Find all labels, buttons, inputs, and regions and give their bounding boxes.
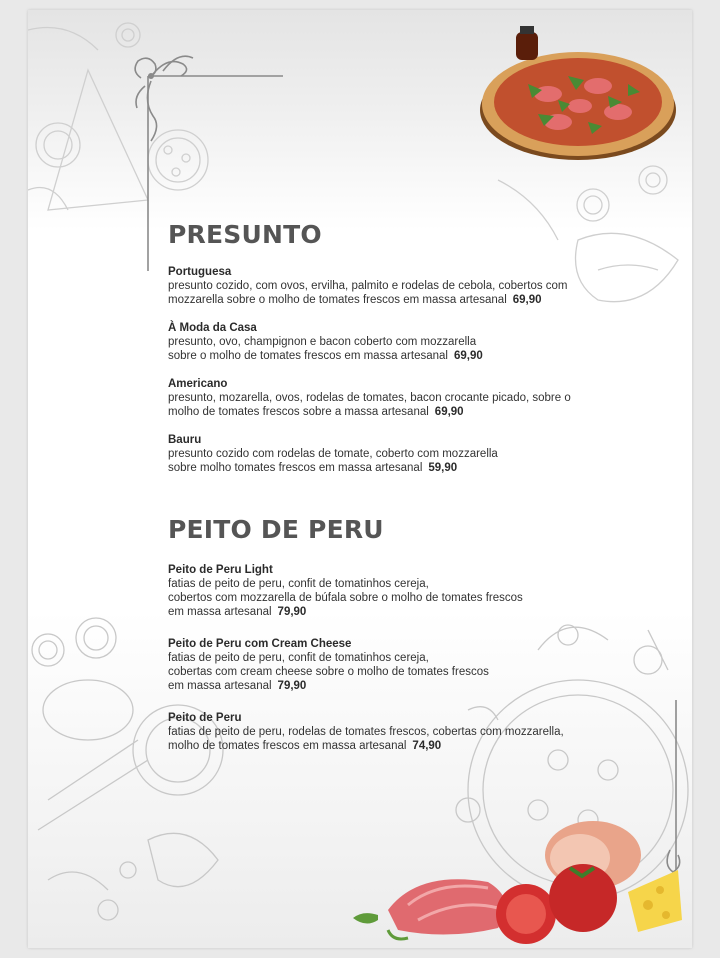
menu-item-bauru bbox=[168, 433, 608, 475]
item-description bbox=[168, 391, 608, 419]
menu-page bbox=[28, 10, 692, 948]
item-description bbox=[168, 725, 608, 753]
description-text: molho de tomates frescos em massa artesanal bbox=[168, 740, 407, 752]
menu-item-moda-da-casa bbox=[168, 321, 608, 363]
item-name: Peito de Peru com Cream Cheese bbox=[168, 638, 352, 650]
item-name: À Moda da Casa bbox=[168, 322, 257, 334]
description-line bbox=[168, 461, 608, 475]
item-price: 79,90 bbox=[277, 606, 307, 618]
item-name: Americano bbox=[168, 378, 228, 390]
description-line: cobertas com cream cheese sobre o molho de tomates frescos bbox=[168, 666, 489, 678]
description-text: em massa artesanal bbox=[168, 606, 272, 618]
description-line: presunto, mozarella, ovos, rodelas de tomates, bacon crocante picado, sobre o bbox=[168, 392, 571, 404]
ham-tomato-cheese-image bbox=[348, 810, 692, 948]
menu-item-americano bbox=[168, 377, 608, 419]
item-name: Portuguesa bbox=[168, 266, 232, 278]
description-line bbox=[168, 293, 608, 307]
description-text: molho de tomates frescos sobre a massa artesanal bbox=[168, 406, 429, 418]
item-name: Peito de Peru Light bbox=[168, 564, 273, 576]
description-line bbox=[168, 349, 608, 363]
menu-item-peito-de-peru bbox=[168, 711, 608, 753]
item-price: 69,90 bbox=[453, 350, 483, 362]
menu-item-peito-de-peru-cream-cheese bbox=[168, 637, 608, 693]
description-line: presunto cozido, com ovos, ervilha, palmito e rodelas de cebola, cobertos com bbox=[168, 280, 568, 292]
description-line bbox=[168, 679, 608, 693]
description-line bbox=[168, 405, 608, 419]
menu-item-peito-de-peru-light bbox=[168, 563, 608, 619]
item-price: 59,90 bbox=[428, 462, 458, 474]
item-description bbox=[168, 279, 608, 307]
description-line: cobertos com mozzarella de búfala sobre o molho de tomates frescos bbox=[168, 592, 523, 604]
description-line: fatias de peito de peru, confit de tomatinhos cereja, bbox=[168, 652, 429, 664]
item-name: Peito de Peru bbox=[168, 712, 242, 724]
description-line: presunto cozido com rodelas de tomate, coberto com mozzarella bbox=[168, 448, 498, 460]
item-price: 79,90 bbox=[277, 680, 307, 692]
description-text: sobre molho tomates frescos em massa artesanal bbox=[168, 462, 423, 474]
item-price: 69,90 bbox=[434, 406, 464, 418]
item-name: Bauru bbox=[168, 434, 202, 446]
section-title-presunto: PRESUNTO bbox=[168, 220, 322, 249]
description-line: presunto, ovo, champignon e bacon coberto com mozzarella bbox=[168, 336, 477, 348]
item-description bbox=[168, 651, 608, 693]
item-price: 69,90 bbox=[512, 294, 542, 306]
item-description bbox=[168, 577, 608, 619]
description-text: mozzarella sobre o molho de tomates frescos em massa artesanal bbox=[168, 294, 507, 306]
description-line bbox=[168, 605, 608, 619]
description-line: fatias de peito de peru, rodelas de tomates frescos, cobertas com mozzarella, bbox=[168, 726, 564, 738]
description-line bbox=[168, 739, 608, 753]
description-text: em massa artesanal bbox=[168, 680, 272, 692]
item-description bbox=[168, 335, 608, 363]
description-line: fatias de peito de peru, confit de tomatinhos cereja, bbox=[168, 578, 429, 590]
item-price: 74,90 bbox=[412, 740, 442, 752]
section-title-peito-de-peru: PEITO DE PERU bbox=[168, 515, 384, 544]
item-description bbox=[168, 447, 608, 475]
pizza-image bbox=[468, 24, 678, 164]
menu-item-portuguesa bbox=[168, 265, 608, 307]
description-text: sobre o molho de tomates frescos em massa artesanal bbox=[168, 350, 448, 362]
